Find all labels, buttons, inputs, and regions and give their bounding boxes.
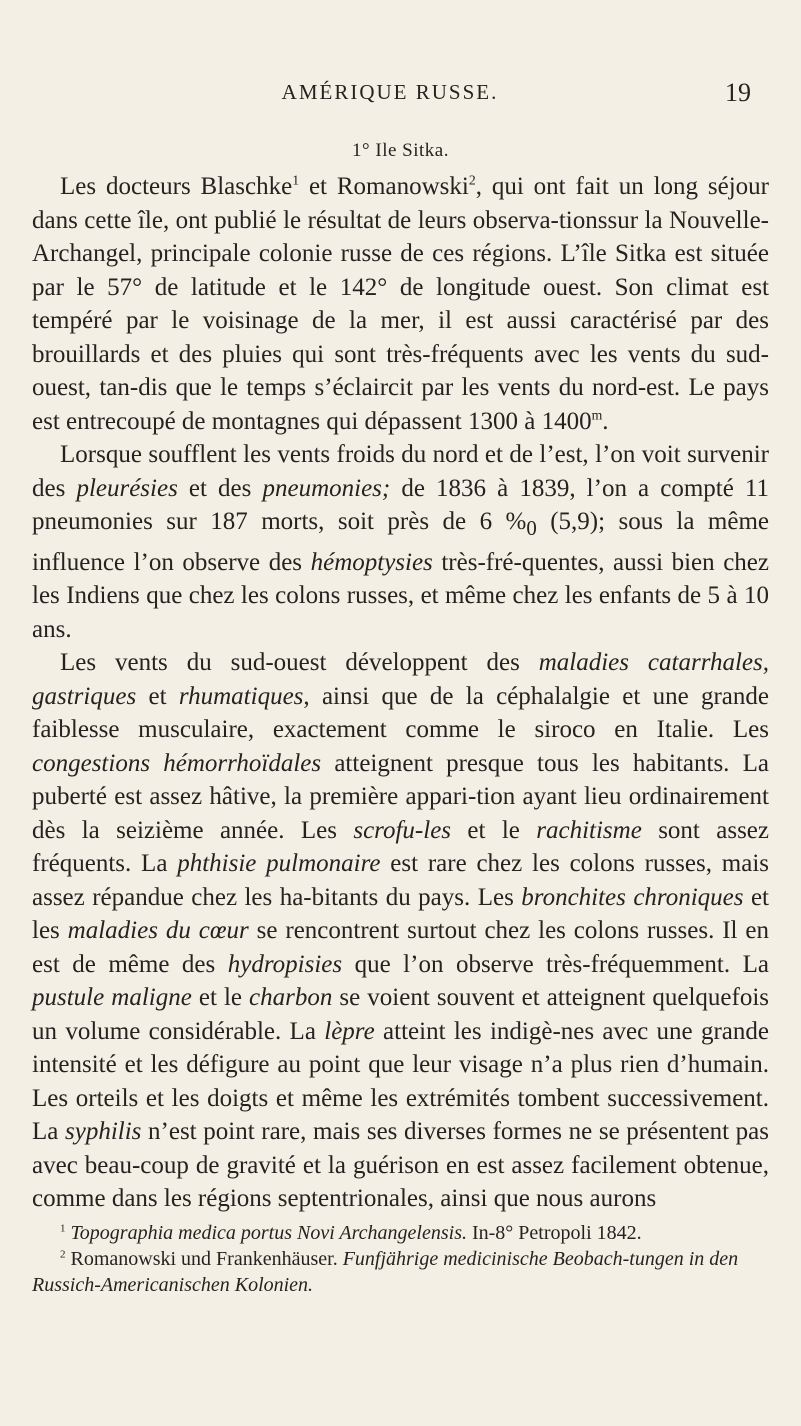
running-title: AMÉRIQUE RUSSE. [281, 80, 499, 104]
term-scrofules: scrofu-les [353, 816, 452, 844]
term-congestions: congestions hémorrhoïdales [32, 749, 322, 777]
paragraph-1: Les docteurs Blaschke$^1$ et Romanowski$^2$, qui ont fait un long séjour dans cette île, ont publié le résultat de leurs observa-tionssur la Nouvelle-Archangel, principale colonie russe de ces régions. L’île Sitka est située par le 57° de latitude et le 142° de longitude ouest. Son climat est tempéré par le voisinage de la mer, il est aussi caractérisé par des brouillards et des pluies qui sont très-fréquents avec les vents du sud-ouest, tan-dis que le temps s’éclaircit par les vents du nord-est. Le pays est entrecoupé de montagnes qui dépassent 1300 à 1400$^m$. [32, 172, 770, 435]
term-rachitisme: rachitisme [536, 816, 642, 844]
term-syphilis: syphilis [65, 1118, 142, 1145]
term-phthisie: phthisie pulmonaire [177, 850, 381, 877]
footnote-ref-1: 1 [292, 172, 300, 188]
paragraph-3: Les vents du sud-ouest développent des maladies catarrhales, gastriques et rhumatiques, ainsi que de la céphalalgie et une grande faiblesse musculaire, exactement comme le siroco en Italie. Les congestions hémorrhoïdales atteignent presque tous les habitants. La puberté est assez hâtive, la première appari-tion ayant lieu ordinairement dès la seizième année. Les scrofu-les et le rachitisme sont assez fréquents. La phthisie pulmonaire est rare chez les colons russes, mais assez répandue chez les ha-bitants du pays. Les bronchites chroniques et les maladies du cœur se rencontrent surtout chez les colons russes. Il en est de même des hydropisies que l’on observe très-fréquemment. La pustule maligne et le charbon se voient souvent et atteignent quelquefois un volume considérable. La lèpre atteint les indigè-nes avec une grande intensité et les défigure au point que leur visage n’a plus rien d’humain. Les orteils et les doigts et même les extrémités tombent successivement. La syphilis n’est point rare, mais ses diverses formes ne se présentent pas avec beau-coup de gravité et la guérison en est assez facilement obtenue, comme dans les régions septentrionales, ainsi que nous aurons [32, 649, 769, 1212]
term-maladies-catarrhales: maladies catarrhales, gastriques [32, 649, 769, 710]
footnote-ref-2: 2 [468, 172, 476, 188]
term-rhumatiques: rhumatiques [178, 682, 304, 710]
term-pneumonies: pneumonies; [262, 474, 391, 502]
term-pleuresies: pleurésies [76, 474, 178, 502]
footnotes [32, 1220, 769, 1298]
unit-superscript: m [591, 406, 603, 422]
term-maladies-du-coeur: maladies du cœur [67, 917, 249, 944]
footnote-2: $^2$ Romanowski und Frankenhäuser. Funfjährige medicinische Beobach-tungen in den Russich-Americanischen Kolonien. [32, 1248, 739, 1296]
term-charbon: charbon [249, 984, 333, 1011]
term-lepre: lèpre [324, 1017, 375, 1045]
percent-subscript: 0 [526, 516, 537, 540]
body-text [32, 170, 769, 1216]
term-hemoptysies: hémoptysies [310, 548, 433, 576]
paragraph-2: Lorsque soufflent les vents froids du nord et de l’est, l’on voit survenir des pleurésies et des pneumonies; de 1836 à 1839, l’on a compté 11 pneumonies sur 187 morts, soit près de 6 $\%_0$ (5,9); sous la même influence l’on observe des hémoptysies très-fré-quentes, aussi bien chez les Indiens que chez les colons russes, et même chez les enfants de 5 à 10 ans. [32, 441, 770, 643]
term-bronchites: bronchites chroniques [521, 883, 744, 911]
term-pustule-maligne: pustule maligne [32, 984, 192, 1011]
footnote-1: $^1$ Topographia medica portus Novi Archangelensis. In-8° Petropoli 1842. [60, 1222, 642, 1244]
footnote-marker-1: 1 [60, 1222, 66, 1235]
section-heading: 1° Ile Sitka. [352, 140, 449, 161]
footnote-marker-2: 2 [60, 1248, 66, 1261]
running-head [0, 80, 801, 110]
term-hydropisies: hydropisies [227, 950, 343, 978]
page-number: 19 [725, 78, 751, 107]
